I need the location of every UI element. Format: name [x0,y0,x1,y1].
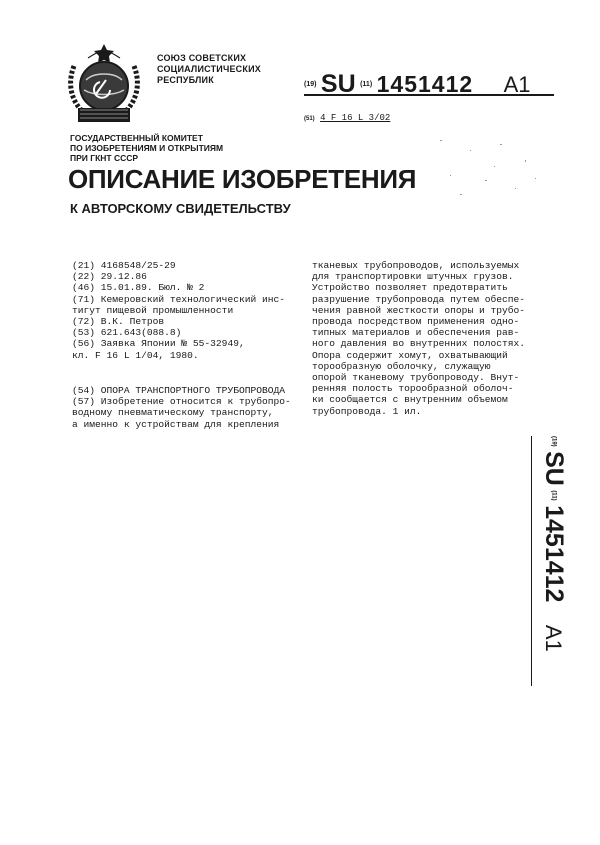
abstract-line: провода посредством применения одно- [312,316,520,328]
abstract-line: для транспортировки штучных грузов. [312,271,514,283]
abstract-line: торообразную оболочку, служащую [312,360,491,372]
abstract-line: тканевых трубопроводов, используемых [312,260,520,271]
biblio-line: (53) 621.643(088.8) [72,327,182,339]
abstract-line: разрушение трубопровода путем обеспе- [312,293,526,305]
country-code: SU [320,70,356,98]
biblio-line: кл. F 16 L 1/04, 1980. [72,349,199,361]
publication-number [304,70,554,96]
abstract-line: водному пневматическому транспорту, [72,407,274,419]
inid-code-11: (11) [360,81,373,88]
document-subtitle: К АВТОРСКОМУ СВИДЕТЕЛЬСТВУ [70,201,291,216]
abstract-right-column [312,260,537,417]
inid-code-19: (19) [304,81,317,88]
ipc-classification [304,113,390,123]
publication-number-rule [304,94,554,96]
committee-line: ПО ИЗОБРЕТЕНИЯМ И ОТКРЫТИЯМ [70,143,224,153]
kind-code: A1 [503,71,531,97]
abstract-line: типных материалов и обеспечения рав- [312,327,520,339]
abstract-line: трубопровода. 1 ил. [312,405,422,417]
country-line: СОЦИАЛИСТИЧЕСКИХ [157,64,261,74]
biblio-line: (21) 4168548/25-29 [72,260,176,271]
abstract-line: ренняя полость торообразной оболоч- [312,383,514,395]
ipc-code: 4 F 16 L 3/02 [320,113,391,123]
abstract-line: ного давления во внутренних полостях. [312,338,526,350]
committee-line: ПРИ ГКНТ СССР [70,153,139,163]
patent-number: 1451412 [376,71,474,97]
bibliographic-data [72,260,307,361]
ussr-emblem-icon [58,36,150,128]
abstract-line: а именно к устройствам для крепления [72,418,280,430]
invention-title: (54) ОПОРА ТРАНСПОРТНОГО ТРУБОПРОВОДА [72,385,286,396]
country-line: РЕСПУБЛИК [157,75,214,85]
biblio-line: (46) 15.01.89. Бюл. № 2 [72,282,205,294]
biblio-line: (71) Кемеровский технологический инс- [72,293,286,305]
biblio-line: (22) 29.12.86 [72,271,147,283]
abstract-line: опорой тканевому трубопроводу. Внут- [312,372,520,384]
abstract-line: чения равной жесткости опоры и трубо- [312,304,526,316]
kind-code: A1 [541,624,567,652]
abstract-line: Устройство позволяет предотвратить [312,282,508,294]
abstract-line: ки сообщается с внутренним объемом [312,394,508,406]
patent-number: 1451412 [540,505,568,603]
abstract-left-column [72,385,307,430]
biblio-line: (56) Заявка Японии № 55-32949, [72,338,245,350]
scan-speckles [430,130,550,210]
vertical-number-rule [531,436,532,686]
inid-code-51: (51) [304,116,315,122]
abstract-line: (57) Изобретение относится к трубопро- [72,396,291,408]
inid-code-19: (19) [550,436,557,447]
biblio-line: тигут пищевой промышленности [72,304,234,316]
vertical-publication-number [538,436,568,686]
biblio-line: (72) В.К. Петров [72,316,165,328]
country-name [157,53,261,86]
document-title: ОПИСАНИЕ ИЗОБРЕТЕНИЯ [68,164,417,194]
inid-code-11: (11) [550,490,557,501]
committee-line: ГОСУДАРСТВЕННЫЙ КОМИТЕТ [70,133,203,143]
country-line: СОЮЗ СОВЕТСКИХ [157,53,247,63]
country-code: SU [540,451,568,486]
abstract-line: Опора содержит хомут, охватывающий [312,349,508,361]
committee-block [70,133,223,163]
